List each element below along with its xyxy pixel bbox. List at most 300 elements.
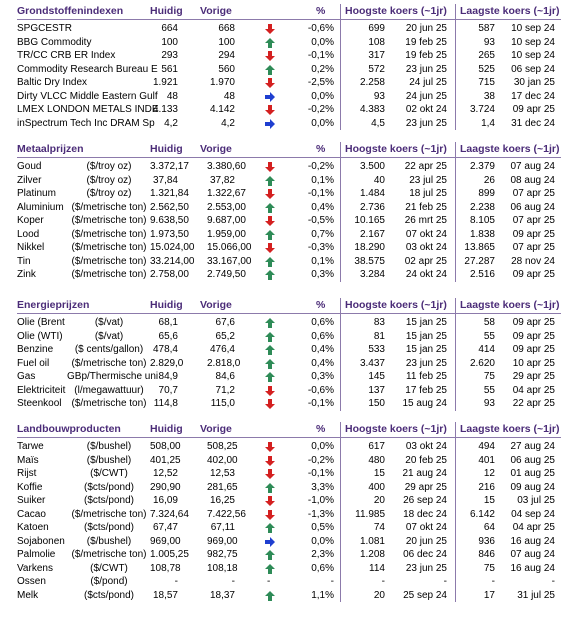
arrow-right-icon bbox=[265, 92, 275, 102]
arrow-down-icon bbox=[265, 189, 275, 199]
high-value: 1.081 bbox=[359, 535, 385, 547]
high-value: 400 bbox=[368, 481, 385, 493]
arrow-down-icon bbox=[265, 510, 275, 520]
commodity-unit: ($/vat) bbox=[94, 317, 124, 328]
commodity-unit: ($/metrische ton) bbox=[71, 228, 147, 240]
low-value: 2.516 bbox=[469, 269, 495, 280]
previous-value: 3.380,60 bbox=[207, 161, 246, 172]
change-percent: -0,5% bbox=[307, 215, 334, 226]
current-value: 1.973,50 bbox=[150, 228, 189, 240]
low-date: 10 sep 24 bbox=[511, 23, 555, 34]
high-date: 15 jan 25 bbox=[405, 317, 447, 328]
table-row bbox=[0, 255, 567, 269]
table-row bbox=[0, 49, 567, 63]
commodity-name: Suiker bbox=[17, 495, 46, 506]
previous-value: 668 bbox=[218, 23, 235, 34]
change-percent: 0,2% bbox=[311, 63, 334, 75]
current-value: 1.321,84 bbox=[150, 188, 189, 199]
section-rows bbox=[0, 22, 567, 130]
arrow-up-icon bbox=[265, 372, 275, 382]
commodity-name: SPGCESTR bbox=[17, 23, 73, 34]
low-date: 29 apr 25 bbox=[512, 371, 555, 382]
high-value: 3.284 bbox=[359, 269, 385, 280]
change-percent: 0,0% bbox=[311, 90, 334, 102]
low-date: 22 apr 25 bbox=[512, 398, 555, 409]
commodity-unit: ($ cents/gallon) bbox=[74, 344, 144, 355]
section-rows bbox=[0, 440, 567, 602]
low-date: 10 apr 25 bbox=[512, 357, 555, 369]
commodity-name: Maïs bbox=[17, 454, 39, 466]
arrow-up-icon bbox=[265, 483, 275, 493]
col-header-huidig: Huidig bbox=[150, 299, 183, 311]
change-percent: 0,4% bbox=[311, 357, 334, 369]
arrow-down-icon bbox=[265, 216, 275, 226]
table-row bbox=[0, 575, 567, 589]
current-value: 401,25 bbox=[150, 454, 181, 466]
high-value: 4,5 bbox=[371, 117, 385, 129]
previous-value: - bbox=[231, 576, 235, 587]
commodity-unit: (l/megawattuur) bbox=[74, 384, 144, 396]
low-value: 8.105 bbox=[469, 215, 495, 226]
current-value: 969,00 bbox=[150, 535, 181, 547]
high-value: 11.985 bbox=[355, 508, 385, 520]
previous-value: 982,75 bbox=[207, 549, 238, 560]
arrow-up-icon bbox=[265, 38, 275, 48]
table-row bbox=[0, 440, 567, 454]
col-header-huidig: Huidig bbox=[150, 5, 183, 17]
high-date: 24 jul 25 bbox=[409, 77, 447, 88]
previous-value: 2.818,0 bbox=[207, 357, 241, 369]
change-percent: 0,4% bbox=[311, 344, 334, 355]
low-value: 494 bbox=[478, 441, 495, 452]
change-percent: 0,0% bbox=[311, 441, 334, 452]
arrow-down-icon bbox=[265, 386, 275, 396]
commodity-unit: ($/metrische ton) bbox=[71, 508, 147, 520]
arrow-down-icon bbox=[265, 243, 275, 253]
low-date: 31 jul 25 bbox=[517, 589, 555, 601]
arrow-up-icon bbox=[265, 550, 275, 560]
change-percent: 0,7% bbox=[311, 228, 334, 240]
section-title: Energieprijzen bbox=[17, 299, 90, 311]
commodity-unit: ($/metrische ton) bbox=[71, 357, 147, 369]
low-value: 1,4 bbox=[481, 117, 495, 129]
arrow-up-icon bbox=[265, 318, 275, 328]
high-value: 15 bbox=[373, 468, 385, 479]
low-value: 715 bbox=[478, 77, 495, 88]
low-value: 15 bbox=[483, 495, 495, 506]
commodity-name: Sojabonen bbox=[17, 535, 65, 547]
col-header-vorige: Vorige bbox=[200, 5, 232, 17]
col-header-pct: % bbox=[316, 5, 326, 17]
change-percent: 0,3% bbox=[311, 371, 334, 382]
table-row bbox=[0, 63, 567, 77]
col-header-vorige: Vorige bbox=[200, 299, 232, 311]
table-row bbox=[0, 481, 567, 495]
low-date: 16 aug 24 bbox=[510, 535, 555, 547]
low-date: 09 apr 25 bbox=[512, 269, 555, 280]
previous-value: 969,00 bbox=[207, 535, 238, 547]
current-value: 114,8 bbox=[153, 398, 178, 409]
arrow-right-icon bbox=[265, 119, 275, 129]
table-row bbox=[0, 268, 567, 282]
low-date: 04 apr 25 bbox=[512, 522, 555, 533]
previous-value: 7.422,56 bbox=[207, 508, 246, 520]
high-date: 29 apr 25 bbox=[404, 481, 447, 493]
change-percent: 0,5% bbox=[311, 522, 334, 533]
table-row bbox=[0, 467, 567, 481]
high-date: 15 aug 24 bbox=[402, 398, 447, 409]
current-value: 67,47 bbox=[152, 522, 178, 533]
low-date: 07 aug 24 bbox=[510, 161, 555, 172]
table-row bbox=[0, 22, 567, 36]
low-value: 55 bbox=[483, 330, 495, 342]
table-row bbox=[0, 90, 567, 104]
high-value: 480 bbox=[368, 454, 385, 466]
arrow-down-icon bbox=[265, 78, 275, 88]
change-percent: -0,6% bbox=[307, 384, 334, 396]
change-percent: 0,4% bbox=[311, 201, 334, 213]
low-value: 75 bbox=[483, 562, 495, 574]
table-row bbox=[0, 397, 567, 411]
commodity-name: Olie (WTI) bbox=[17, 330, 63, 342]
section-rows bbox=[0, 316, 567, 411]
high-date: 23 jun 25 bbox=[405, 357, 447, 369]
high-date: 23 jun 25 bbox=[405, 562, 447, 574]
col-header-vorige: Vorige bbox=[200, 143, 232, 155]
high-date: 23 jul 25 bbox=[409, 174, 447, 186]
table-row bbox=[0, 316, 567, 330]
change-percent: -0,6% bbox=[307, 23, 334, 34]
commodity-unit: ($/CWT) bbox=[90, 562, 128, 574]
change-percent: 0,1% bbox=[311, 174, 334, 186]
table-row bbox=[0, 370, 567, 384]
low-value: 401 bbox=[478, 454, 495, 466]
commodity-name: Zilver bbox=[17, 174, 42, 186]
low-value: 2.238 bbox=[469, 201, 495, 213]
commodity-unit: ($/CWT) bbox=[90, 468, 128, 479]
commodity-name: Commodity Research Bureau E bbox=[17, 63, 158, 75]
current-value: 4,2 bbox=[164, 117, 178, 129]
table-row bbox=[0, 160, 567, 174]
low-value: 12 bbox=[483, 468, 495, 479]
previous-value: 33.167,00 bbox=[207, 255, 252, 267]
low-value: 525 bbox=[478, 63, 495, 75]
low-value: 899 bbox=[478, 188, 495, 199]
change-percent: -1,3% bbox=[307, 508, 334, 520]
commodity-unit: ($/vat) bbox=[94, 330, 124, 342]
previous-value: 65,2 bbox=[215, 330, 235, 342]
low-value: 55 bbox=[483, 384, 495, 396]
table-row bbox=[0, 201, 567, 215]
current-value: 478,4 bbox=[152, 344, 178, 355]
col-header-pct: % bbox=[316, 299, 326, 311]
col-header-vorige: Vorige bbox=[200, 423, 232, 435]
high-date: 26 sep 24 bbox=[403, 495, 447, 506]
high-value: 317 bbox=[368, 50, 385, 61]
low-value: 1.838 bbox=[469, 228, 495, 240]
arrow-right-icon bbox=[265, 537, 275, 547]
section-header bbox=[0, 298, 567, 314]
col-header-laagste: Laagste koers (~1jr) bbox=[460, 423, 560, 435]
section-1 bbox=[0, 142, 567, 282]
current-value: - bbox=[174, 576, 178, 587]
previous-value: 2.749,50 bbox=[207, 269, 246, 280]
low-date: 03 jul 25 bbox=[517, 495, 555, 506]
change-percent: 0,6% bbox=[311, 330, 334, 342]
arrow-down-icon bbox=[265, 51, 275, 61]
current-value: 1.921 bbox=[152, 77, 178, 88]
low-value: 846 bbox=[478, 549, 495, 560]
arrow-up-icon bbox=[265, 230, 275, 240]
previous-value: 1.322,67 bbox=[207, 188, 246, 199]
previous-value: 67,6 bbox=[215, 317, 235, 328]
commodity-name: Steenkool bbox=[17, 398, 62, 409]
current-value: 108,78 bbox=[150, 562, 181, 574]
commodity-name: Melk bbox=[17, 589, 39, 601]
low-date: 07 apr 25 bbox=[512, 215, 555, 226]
current-value: 4.133 bbox=[152, 104, 178, 115]
high-date: 23 jun 25 bbox=[405, 63, 447, 75]
low-value: 414 bbox=[478, 344, 495, 355]
high-date: 03 okt 24 bbox=[405, 441, 447, 452]
current-value: 12,52 bbox=[152, 468, 178, 479]
change-percent: 0,6% bbox=[311, 317, 334, 328]
table-row bbox=[0, 330, 567, 344]
current-value: 65,6 bbox=[158, 330, 178, 342]
current-value: 561 bbox=[161, 63, 178, 75]
table-row bbox=[0, 228, 567, 242]
table-row bbox=[0, 241, 567, 255]
commodity-name: Cacao bbox=[17, 508, 46, 520]
change-percent: -0,3% bbox=[307, 242, 334, 253]
low-date: 16 aug 24 bbox=[510, 562, 555, 574]
commodity-unit: ($/metrische ton) bbox=[71, 549, 147, 560]
low-value: 38 bbox=[483, 90, 495, 102]
current-value: 68,1 bbox=[158, 317, 178, 328]
high-value: 1.208 bbox=[359, 549, 385, 560]
arrow-up-icon bbox=[265, 345, 275, 355]
arrow-down-icon bbox=[265, 162, 275, 172]
previous-value: 4.142 bbox=[209, 104, 235, 115]
high-value: 617 bbox=[368, 441, 385, 452]
table-row bbox=[0, 36, 567, 50]
table-row bbox=[0, 174, 567, 188]
high-date: 22 apr 25 bbox=[404, 161, 447, 172]
header-divider bbox=[17, 19, 561, 20]
change-percent: -0,1% bbox=[307, 188, 334, 199]
high-date: 24 jun 25 bbox=[405, 90, 447, 102]
high-value: 20 bbox=[373, 589, 385, 601]
change-percent: 1,1% bbox=[311, 589, 334, 601]
low-value: 93 bbox=[483, 398, 495, 409]
commodity-name: Dirty VLCC Middle Eastern Gulf bbox=[17, 90, 158, 102]
commodity-unit: ($/pond) bbox=[90, 576, 128, 587]
commodity-name: Varkens bbox=[17, 562, 53, 574]
commodity-name: Olie (Brent bbox=[17, 317, 65, 328]
previous-value: 2.553,00 bbox=[207, 201, 246, 213]
previous-value: 9.687,00 bbox=[207, 215, 246, 226]
header-divider bbox=[17, 437, 561, 438]
table-row bbox=[0, 548, 567, 562]
current-value: 664 bbox=[161, 23, 178, 34]
low-date: 30 jan 25 bbox=[513, 77, 555, 88]
commodity-name: Baltic Dry Index bbox=[17, 77, 88, 88]
change-percent: 0,6% bbox=[311, 562, 334, 574]
low-date: 09 apr 25 bbox=[512, 344, 555, 355]
high-value: 3.500 bbox=[359, 161, 385, 172]
high-value: 10.165 bbox=[354, 215, 385, 226]
current-value: 7.324,64 bbox=[150, 508, 189, 520]
high-value: 1.484 bbox=[359, 188, 385, 199]
commodity-unit: ($/metrische ton) bbox=[71, 201, 147, 213]
low-date: 01 aug 25 bbox=[510, 468, 555, 479]
table-row bbox=[0, 384, 567, 398]
low-date: 07 apr 25 bbox=[512, 188, 555, 199]
change-percent: 0,3% bbox=[311, 269, 334, 280]
high-value: 108 bbox=[368, 36, 385, 48]
low-date: 06 aug 24 bbox=[510, 201, 555, 213]
commodity-name: Gas bbox=[17, 371, 36, 382]
low-date: 09 apr 25 bbox=[512, 104, 555, 115]
arrow-up-icon bbox=[265, 523, 275, 533]
previous-value: 15.066,00 bbox=[207, 242, 252, 253]
commodity-name: Koper bbox=[17, 215, 44, 226]
low-date: 17 dec 24 bbox=[511, 90, 555, 102]
high-value: 38.575 bbox=[354, 255, 385, 267]
commodity-name: Ossen bbox=[17, 576, 46, 587]
high-value: 2.258 bbox=[359, 77, 385, 88]
commodity-name: Nikkel bbox=[17, 242, 45, 253]
low-date: 06 aug 25 bbox=[510, 454, 555, 466]
current-value: 2.758,00 bbox=[150, 269, 189, 280]
change-percent: 0,1% bbox=[311, 255, 334, 267]
table-row bbox=[0, 535, 567, 549]
commodity-name: Lood bbox=[17, 228, 40, 240]
commodity-name: BBG Commodity bbox=[17, 36, 92, 48]
commodity-unit: ($/metrische ton) bbox=[71, 255, 147, 267]
low-value: 17 bbox=[483, 589, 495, 601]
low-value: 3.724 bbox=[469, 104, 495, 115]
current-value: 100 bbox=[161, 36, 178, 48]
low-date: 04 apr 25 bbox=[512, 384, 555, 396]
low-value: 93 bbox=[483, 36, 495, 48]
commodity-unit: ($/troy oz) bbox=[86, 161, 132, 172]
high-date: 20 feb 25 bbox=[405, 454, 447, 466]
section-title: Grondstoffenindexen bbox=[17, 5, 124, 17]
previous-value: 100 bbox=[218, 36, 235, 48]
high-value: 699 bbox=[368, 23, 385, 34]
arrow-down-icon bbox=[265, 442, 275, 452]
table-row bbox=[0, 117, 567, 131]
commodity-unit: ($/metrische ton) bbox=[71, 215, 147, 226]
current-value: 70,7 bbox=[158, 384, 178, 396]
section-header bbox=[0, 142, 567, 158]
low-date: 06 sep 24 bbox=[511, 63, 555, 75]
previous-value: 402,00 bbox=[207, 454, 238, 466]
low-value: 265 bbox=[478, 50, 495, 61]
low-date: 27 aug 24 bbox=[510, 441, 555, 452]
section-title: Landbouwproducten bbox=[17, 423, 121, 435]
table-row bbox=[0, 214, 567, 228]
current-value: 33.214,00 bbox=[150, 255, 195, 267]
current-value: 9.638,50 bbox=[150, 215, 189, 226]
previous-value: 67,11 bbox=[210, 522, 235, 533]
current-value: 15.024,00 bbox=[150, 242, 195, 253]
high-date: 15 jan 25 bbox=[405, 344, 447, 355]
previous-value: 508,25 bbox=[207, 441, 238, 452]
low-date: 04 sep 24 bbox=[511, 508, 555, 520]
current-value: 290,90 bbox=[150, 481, 181, 493]
table-row bbox=[0, 187, 567, 201]
high-date: 11 feb 25 bbox=[406, 371, 447, 382]
high-date: 17 feb 25 bbox=[405, 384, 447, 396]
arrow-down-icon bbox=[265, 496, 275, 506]
high-date: 18 jul 25 bbox=[409, 188, 447, 199]
table-row bbox=[0, 521, 567, 535]
table-row bbox=[0, 103, 567, 117]
commodity-name: inSpectrum Tech Inc DRAM Sp bbox=[17, 117, 155, 129]
high-date: 21 aug 24 bbox=[402, 468, 447, 479]
change-percent: -2,5% bbox=[307, 77, 334, 88]
high-value: 93 bbox=[373, 90, 385, 102]
commodity-unit: ($cts/pond) bbox=[83, 589, 135, 601]
current-value: 508,00 bbox=[150, 441, 181, 452]
high-date: 23 jun 25 bbox=[405, 117, 447, 129]
previous-value: 12,53 bbox=[209, 468, 235, 479]
current-value: 84,9 bbox=[158, 371, 178, 382]
high-value: 74 bbox=[373, 522, 385, 533]
high-value: 572 bbox=[368, 63, 385, 75]
low-date: 10 sep 24 bbox=[511, 50, 555, 61]
table-row bbox=[0, 76, 567, 90]
previous-value: 115,0 bbox=[210, 398, 235, 409]
low-date: - bbox=[551, 576, 555, 587]
commodity-name: LMEX LONDON METALS INDE bbox=[17, 104, 159, 115]
high-value: 18.290 bbox=[354, 242, 385, 253]
high-value: 150 bbox=[368, 398, 385, 409]
commodity-unit: GBp/Thermische uni bbox=[67, 371, 159, 382]
low-value: 13.865 bbox=[464, 242, 495, 253]
high-date: 15 jan 25 bbox=[405, 330, 447, 342]
previous-value: 37,82 bbox=[209, 174, 235, 186]
high-date: 18 dec 24 bbox=[403, 508, 447, 520]
high-date: 19 feb 25 bbox=[405, 50, 447, 61]
low-value: 587 bbox=[478, 23, 495, 34]
section-header bbox=[0, 422, 567, 438]
high-date: 19 feb 25 bbox=[405, 36, 447, 48]
commodity-unit: ($cts/pond) bbox=[83, 481, 135, 493]
high-date: 02 okt 24 bbox=[405, 104, 447, 115]
current-value: 2.562,50 bbox=[150, 201, 189, 213]
high-value: 137 bbox=[368, 384, 385, 396]
arrow-up-icon bbox=[265, 257, 275, 267]
col-header-pct: % bbox=[316, 423, 326, 435]
change-percent: -1,0% bbox=[307, 495, 334, 506]
high-date: 20 jun 25 bbox=[405, 535, 447, 547]
commodity-name: Goud bbox=[17, 161, 42, 172]
high-value: 2.736 bbox=[359, 201, 385, 213]
high-date: 24 okt 24 bbox=[405, 269, 447, 280]
commodity-unit: ($cts/pond) bbox=[83, 522, 135, 533]
arrow-up-icon bbox=[265, 332, 275, 342]
arrow-down-icon bbox=[265, 456, 275, 466]
commodity-name: Palmolie bbox=[17, 549, 56, 560]
commodity-unit: ($/troy oz) bbox=[86, 188, 132, 199]
section-header bbox=[0, 4, 567, 20]
high-value: 114 bbox=[369, 562, 385, 574]
table-row bbox=[0, 494, 567, 508]
previous-value: 71,2 bbox=[215, 384, 235, 396]
